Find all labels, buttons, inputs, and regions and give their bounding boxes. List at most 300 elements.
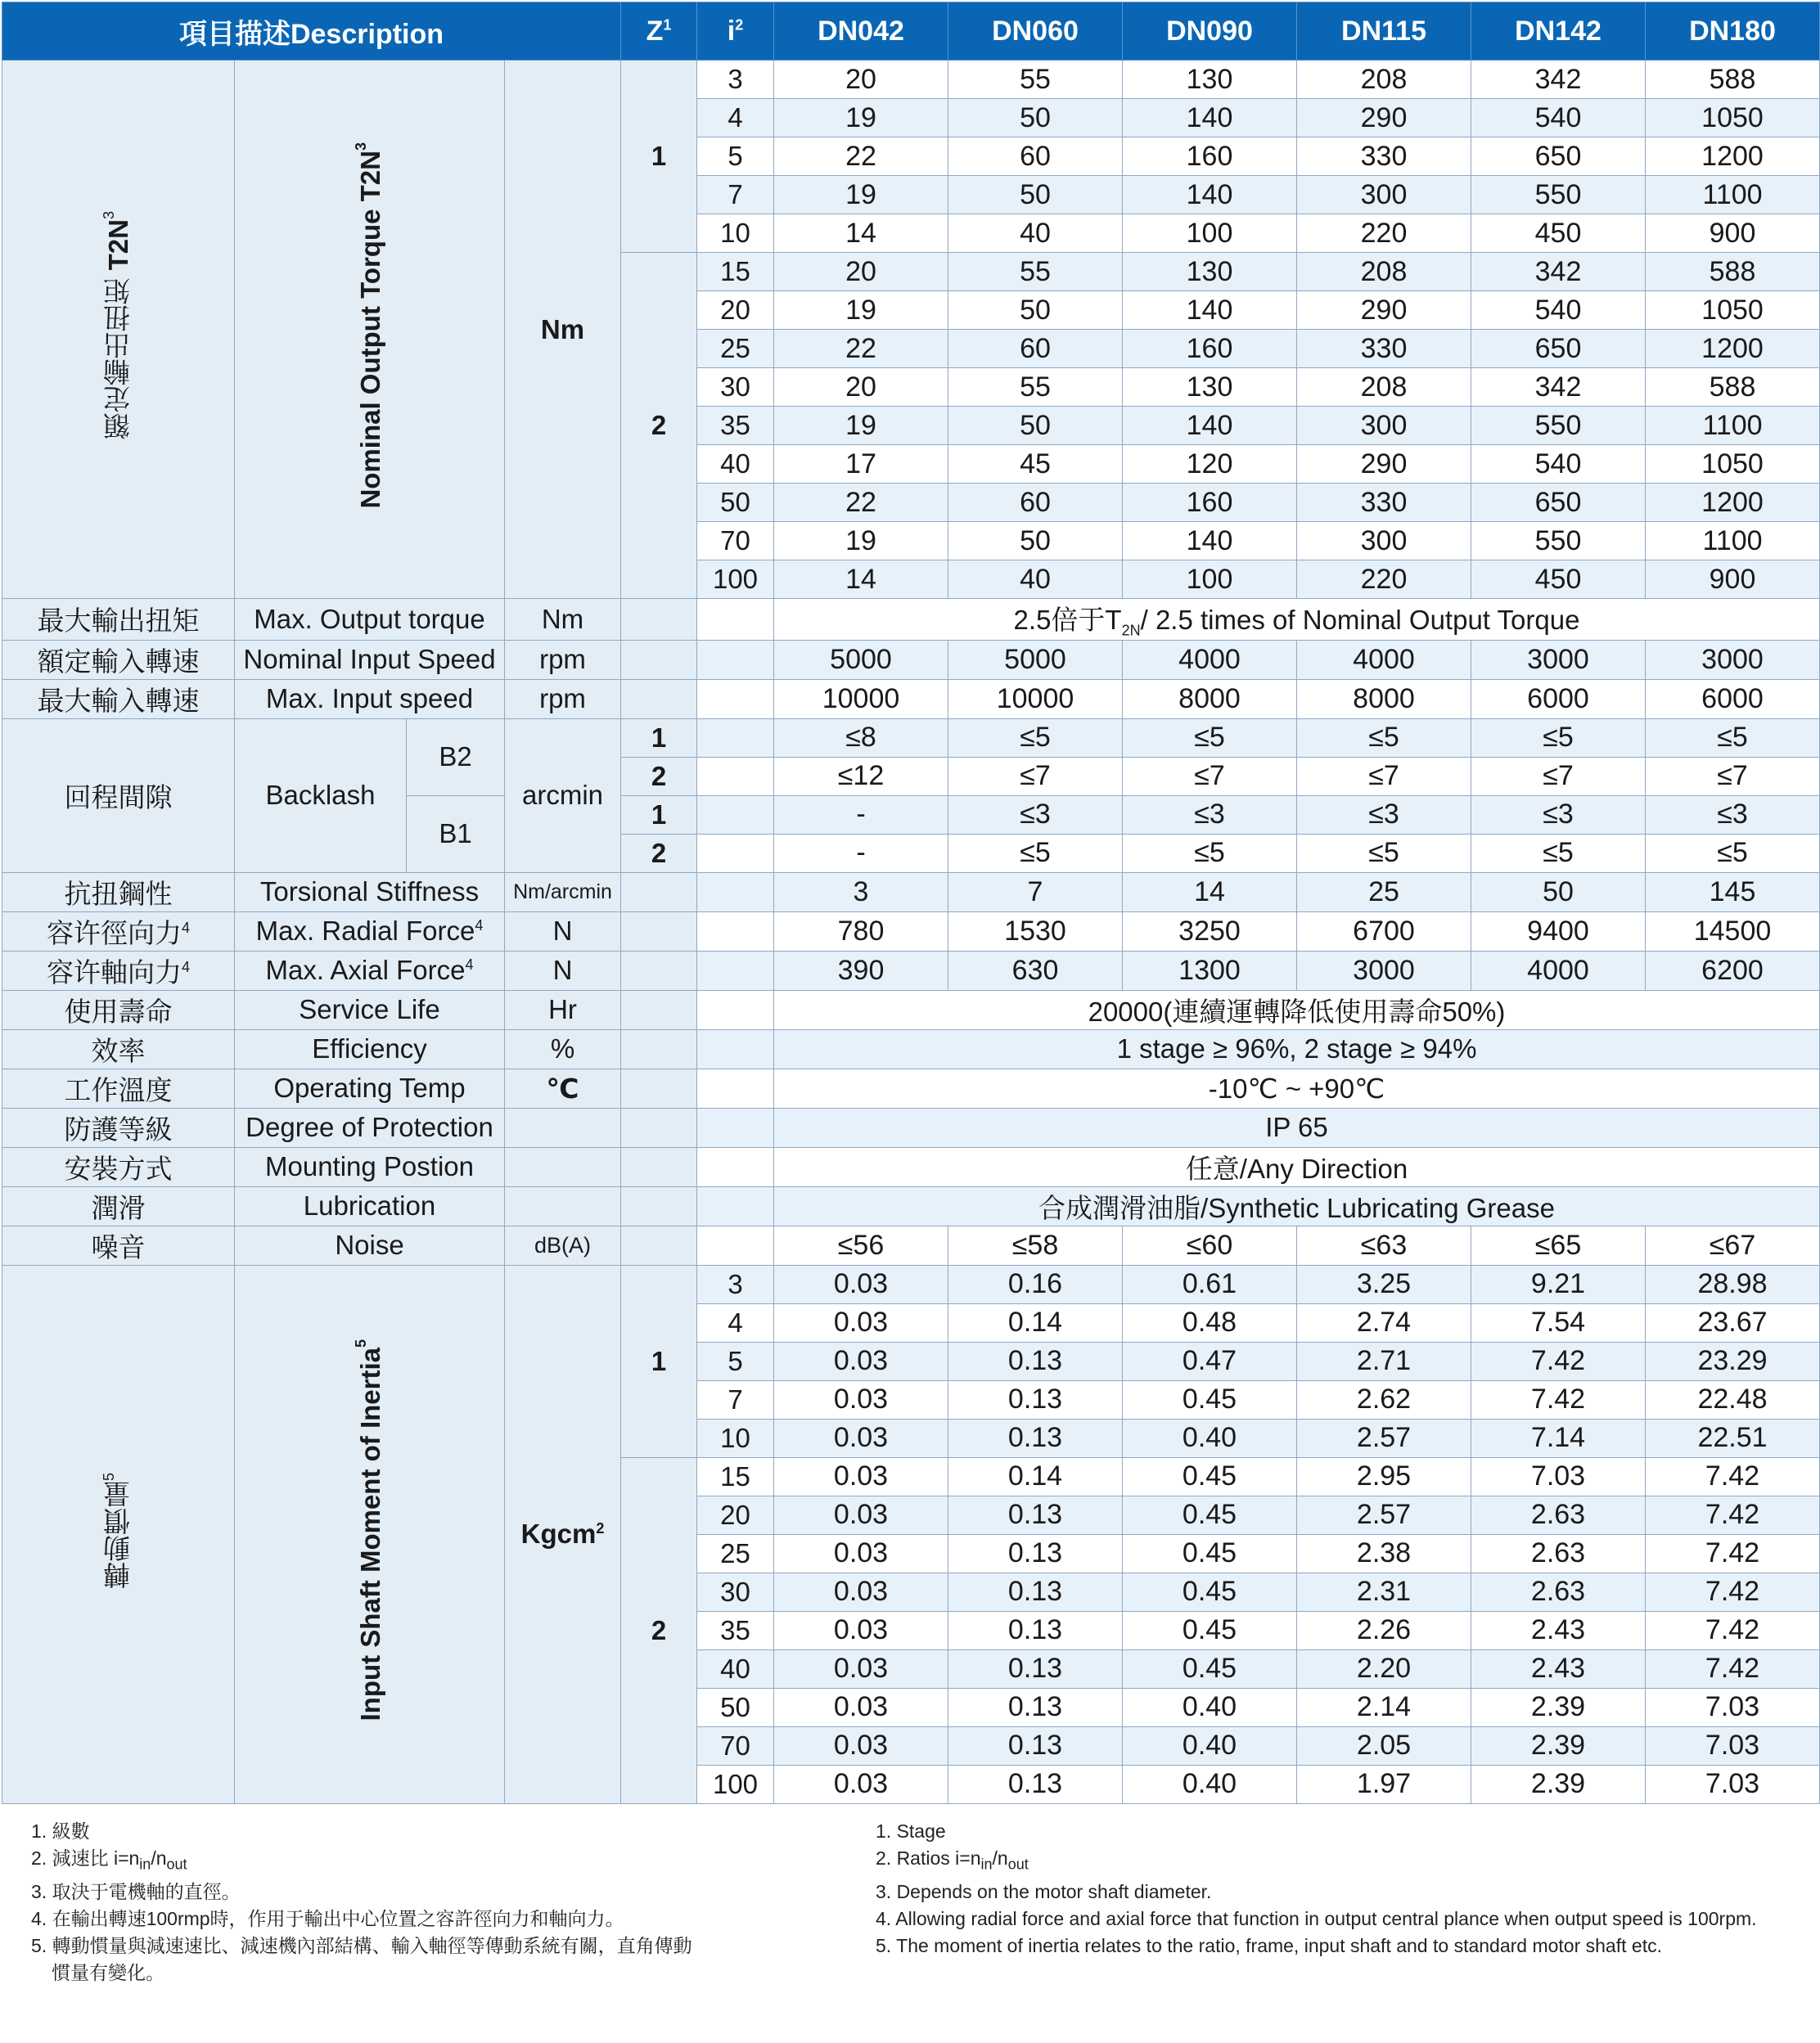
unit-cell: Nm (505, 599, 621, 641)
empty-cell (697, 1147, 774, 1186)
value-cell: 2.62 (1297, 1380, 1471, 1419)
ratio-cell: 10 (697, 1419, 774, 1457)
value-cell: 145 (1646, 872, 1820, 911)
stage-cell: 2 (621, 1457, 697, 1803)
value-cell: 0.14 (948, 1457, 1123, 1496)
value-cell: - (774, 834, 948, 872)
value-cell: 2.43 (1471, 1611, 1646, 1649)
table-row (2, 911, 1820, 951)
footnotes-english (876, 1818, 1817, 1960)
ratio-cell: 20 (697, 291, 774, 330)
value-cell: 6700 (1297, 911, 1471, 951)
row-label-zh: 最大輸入轉速 (2, 679, 235, 718)
value-cell: 7.42 (1646, 1573, 1820, 1611)
empty-cell (621, 1029, 697, 1069)
ratio-cell: 50 (697, 1688, 774, 1726)
value-cell: 342 (1471, 253, 1646, 291)
spanned-value: 合成潤滑油脂/Synthetic Lubricating Grease (774, 1186, 1820, 1226)
footnote-ref: 5 (101, 1472, 117, 1481)
value-cell: 8000 (1297, 679, 1471, 718)
empty-cell (697, 1029, 774, 1069)
value-cell: 1530 (948, 911, 1123, 951)
value-cell: 342 (1471, 61, 1646, 99)
value-cell: 3 (774, 872, 948, 911)
value-cell: ≤7 (1123, 757, 1297, 795)
value-cell: 7.42 (1471, 1342, 1646, 1380)
footnote-sub: in (980, 1856, 993, 1873)
value-cell: 10000 (948, 679, 1123, 718)
ratio-cell: 5 (697, 137, 774, 176)
unit-cell: % (505, 1029, 621, 1069)
footnote (31, 1906, 751, 1933)
value-cell: 0.45 (1123, 1611, 1297, 1649)
value-cell: 0.03 (774, 1534, 948, 1573)
value-cell: 0.03 (774, 1496, 948, 1534)
value-cell: 130 (1123, 253, 1297, 291)
value-cell: 0.03 (774, 1457, 948, 1496)
empty-cell (621, 1226, 697, 1265)
row-label-en: Mounting Postion (235, 1147, 505, 1186)
ratio-cell: 40 (697, 445, 774, 484)
value-cell: ≤7 (1471, 757, 1646, 795)
spanned-value (774, 599, 1820, 641)
empty-cell (697, 599, 774, 641)
value-cell: 300 (1297, 176, 1471, 214)
footnote (876, 1933, 1817, 1960)
value-cell: 140 (1123, 99, 1297, 137)
torque-label-zh (2, 61, 235, 599)
value-cell: 22.48 (1646, 1380, 1820, 1419)
row-label-zh: 噪音 (2, 1226, 235, 1265)
value-cell: ≤8 (774, 718, 948, 757)
value-cell: 7.03 (1646, 1765, 1820, 1803)
table-row (2, 1265, 1820, 1303)
value-cell: 0.13 (948, 1496, 1123, 1534)
value-cell: 0.03 (774, 1342, 948, 1380)
ratio-cell: 4 (697, 1303, 774, 1342)
value-cell: ≤5 (1123, 834, 1297, 872)
value-cell: 0.13 (948, 1688, 1123, 1726)
ratio-cell: 100 (697, 560, 774, 599)
value-cell: 60 (948, 484, 1123, 522)
value-cell: ≤5 (1471, 718, 1646, 757)
value-text: / 2.5 times of Nominal Output Torque (1140, 605, 1580, 635)
unit-cell (505, 1186, 621, 1226)
value-cell: 14 (1123, 872, 1297, 911)
value-cell: 1050 (1646, 445, 1820, 484)
value-cell: 0.45 (1123, 1457, 1297, 1496)
footnote-continuation: 慣量有變化。 (52, 1961, 164, 1983)
value-cell: 1200 (1646, 484, 1820, 522)
value-cell: 7.42 (1646, 1534, 1820, 1573)
value-cell: 300 (1297, 407, 1471, 445)
footnote (876, 1818, 1817, 1845)
spec-body (2, 61, 1820, 1804)
value-cell: 40 (948, 214, 1123, 253)
value-cell: 7.03 (1471, 1457, 1646, 1496)
value-cell: 450 (1471, 214, 1646, 253)
label-text: Max. Axial Force (265, 955, 466, 986)
value-cell: 19 (774, 291, 948, 330)
empty-cell (697, 640, 774, 679)
ratio-cell: 50 (697, 484, 774, 522)
row-label-en (235, 872, 505, 911)
value-cell: 22.51 (1646, 1419, 1820, 1457)
empty-cell (621, 599, 697, 641)
value-cell: 7.42 (1646, 1496, 1820, 1534)
value-cell: 0.13 (948, 1419, 1123, 1457)
value-cell: 0.03 (774, 1611, 948, 1649)
value-cell: 2.26 (1297, 1611, 1471, 1649)
value-cell: 3250 (1123, 911, 1297, 951)
value-cell: ≤58 (948, 1226, 1123, 1265)
footnote-text: 4. Allowing radial force and axial force that function in output central plance when output speed is 100rpm. (876, 1907, 1757, 1929)
table-row (2, 1186, 1820, 1226)
footnote-text: 2. 減速比 i=n (31, 1847, 140, 1869)
value-cell: ≤5 (1123, 718, 1297, 757)
footnote (876, 1845, 1817, 1879)
value-cell: 50 (1471, 872, 1646, 911)
backlash-class: B2 (407, 718, 505, 795)
value-cell: ≤3 (1471, 795, 1646, 834)
value-cell: 2.57 (1297, 1496, 1471, 1534)
value-cell: 3.25 (1297, 1265, 1471, 1303)
value-cell: 0.45 (1123, 1380, 1297, 1419)
value-cell: 208 (1297, 61, 1471, 99)
row-label-zh: 額定輸入轉速 (2, 640, 235, 679)
value-cell: 0.03 (774, 1726, 948, 1765)
spanned-value: 1 stage ≥ 96%, 2 stage ≥ 94% (774, 1029, 1820, 1069)
value-cell: 330 (1297, 484, 1471, 522)
row-label-en: Backlash (235, 718, 407, 872)
value-sub: 2N (1121, 622, 1141, 639)
value-cell: 0.45 (1123, 1649, 1297, 1688)
value-cell: 0.13 (948, 1611, 1123, 1649)
value-cell: 8000 (1123, 679, 1297, 718)
value-cell: 0.13 (948, 1649, 1123, 1688)
value-cell: 25 (1297, 872, 1471, 911)
header-model: DN180 (1646, 2, 1820, 61)
spanned-value: 任意/Any Direction (774, 1147, 1820, 1186)
footnote-ref: 4 (181, 919, 190, 936)
value-cell: 4000 (1297, 640, 1471, 679)
value-cell: 0.03 (774, 1265, 948, 1303)
value-cell: 300 (1297, 522, 1471, 560)
unit-cell: rpm (505, 640, 621, 679)
row-label-en (235, 951, 505, 990)
ratio-cell: 35 (697, 1611, 774, 1649)
value-cell: 60 (948, 137, 1123, 176)
unit-cell: dB(A) (505, 1226, 621, 1265)
row-label-zh: 工作溫度 (2, 1069, 235, 1108)
spanned-value: 20000(連續運轉降低使用壽命50%) (774, 990, 1820, 1029)
value-cell: 50 (948, 407, 1123, 445)
value-cell: 2.39 (1471, 1726, 1646, 1765)
value-cell: 220 (1297, 214, 1471, 253)
value-cell: 0.40 (1123, 1726, 1297, 1765)
value-cell: 2.31 (1297, 1573, 1471, 1611)
value-cell: 6200 (1646, 951, 1820, 990)
value-cell: 2.63 (1471, 1573, 1646, 1611)
value-cell: 0.40 (1123, 1765, 1297, 1803)
value-cell: 20 (774, 253, 948, 291)
ratio-cell: 30 (697, 1573, 774, 1611)
spec-table (2, 2, 1820, 1804)
value-cell: 1050 (1646, 99, 1820, 137)
value-cell: 4000 (1471, 951, 1646, 990)
value-cell: 0.40 (1123, 1688, 1297, 1726)
value-cell: 0.03 (774, 1380, 948, 1419)
footnote-text: /n (992, 1847, 1008, 1869)
value-cell: 1200 (1646, 330, 1820, 368)
label-text: Input Shaft Moment of Inertia (355, 1348, 385, 1721)
value-cell: 290 (1297, 291, 1471, 330)
value-cell: ≤3 (1646, 795, 1820, 834)
value-cell: 2.74 (1297, 1303, 1471, 1342)
value-cell: 14 (774, 560, 948, 599)
empty-cell (697, 834, 774, 872)
value-cell: 0.13 (948, 1765, 1123, 1803)
footnote-ref: 4 (475, 917, 484, 934)
value-cell: 540 (1471, 445, 1646, 484)
value-cell: 2.71 (1297, 1342, 1471, 1380)
ratio-cell: 15 (697, 253, 774, 291)
value-cell: ≤3 (1123, 795, 1297, 834)
empty-cell (621, 990, 697, 1029)
value-cell: 550 (1471, 176, 1646, 214)
value-cell: 7.42 (1646, 1457, 1820, 1496)
empty-cell (697, 1069, 774, 1108)
label-text: 額定輸出扭矩 (103, 270, 133, 440)
row-label-en: Lubrication (235, 1186, 505, 1226)
empty-cell (697, 1226, 774, 1265)
value-cell: 2.43 (1471, 1649, 1646, 1688)
value-cell: 17 (774, 445, 948, 484)
stage-cell: 2 (621, 834, 697, 872)
footnote-ref: 3 (353, 142, 369, 151)
value-cell: 7.42 (1646, 1611, 1820, 1649)
table-row (2, 1029, 1820, 1069)
unit-cell (505, 1108, 621, 1147)
value-cell: 20 (774, 368, 948, 407)
value-cell: 650 (1471, 137, 1646, 176)
footnote (31, 1933, 751, 1960)
value-cell: 0.13 (948, 1534, 1123, 1573)
value-cell: 588 (1646, 61, 1820, 99)
value-cell: 1100 (1646, 407, 1820, 445)
empty-cell (697, 795, 774, 834)
row-label-zh: 使用壽命 (2, 990, 235, 1029)
footnote-ref: 3 (101, 211, 117, 220)
header-model: DN060 (948, 2, 1123, 61)
empty-cell (621, 679, 697, 718)
value-cell: 23.29 (1646, 1342, 1820, 1380)
footnote-text: 1. 級數 (31, 1820, 90, 1842)
unit-cell (505, 1147, 621, 1186)
value-cell: ≤56 (774, 1226, 948, 1265)
value-cell: 160 (1123, 137, 1297, 176)
value-cell: 0.03 (774, 1419, 948, 1457)
value-cell: 100 (1123, 214, 1297, 253)
value-cell: 160 (1123, 330, 1297, 368)
table-row (2, 679, 1820, 718)
footnote-text: /n (151, 1847, 167, 1869)
value-cell: 20 (774, 61, 948, 99)
empty-cell (697, 1108, 774, 1147)
label-text: 轉動慣量 (103, 1480, 133, 1589)
value-cell: 0.45 (1123, 1573, 1297, 1611)
value-cell: 130 (1123, 61, 1297, 99)
table-row (2, 718, 1820, 757)
value-cell: 630 (948, 951, 1123, 990)
value-cell: 588 (1646, 368, 1820, 407)
footnotes-chinese (31, 1818, 751, 1987)
value-cell: ≤5 (1471, 834, 1646, 872)
value-cell: 19 (774, 522, 948, 560)
ratio-cell: 30 (697, 368, 774, 407)
footnote-ref: 5 (353, 1339, 369, 1348)
label-text: 容许軸向力 (46, 956, 182, 988)
ratio-cell: 7 (697, 1380, 774, 1419)
table-row (2, 599, 1820, 641)
value-cell: 7.03 (1646, 1726, 1820, 1765)
value-cell: 19 (774, 99, 948, 137)
footnote-sub: out (1007, 1856, 1029, 1873)
torque-label-en (235, 61, 505, 599)
value-cell: 50 (948, 176, 1123, 214)
empty-cell (697, 679, 774, 718)
value-cell: 1200 (1646, 137, 1820, 176)
row-label-zh: 最大輸出扭矩 (2, 599, 235, 641)
value-cell: 2.39 (1471, 1765, 1646, 1803)
footnote (31, 1879, 751, 1906)
label-text: Max. Radial Force (255, 916, 475, 947)
value-cell: 5000 (948, 640, 1123, 679)
value-cell: ≤7 (948, 757, 1123, 795)
empty-cell (697, 872, 774, 911)
value-cell: 0.45 (1123, 1534, 1297, 1573)
value-cell: 0.14 (948, 1303, 1123, 1342)
table-row (2, 640, 1820, 679)
footnote-text: 5. 轉動慣量與減速速比、減速機內部結構、輸入軸徑等傳動系統有關，直角傳動 (31, 1934, 692, 1956)
footnote-text: 3. 取決于電機軸的直徑。 (31, 1880, 241, 1902)
row-label-zh (2, 911, 235, 951)
value-cell: 9400 (1471, 911, 1646, 951)
empty-cell (697, 951, 774, 990)
row-label-en (235, 911, 505, 951)
value-cell: 0.03 (774, 1688, 948, 1726)
value-cell: ≤67 (1646, 1226, 1820, 1265)
value-cell: 3000 (1471, 640, 1646, 679)
unit-cell: N (505, 911, 621, 951)
footnote (31, 1845, 751, 1879)
value-cell: 55 (948, 253, 1123, 291)
value-cell: 6000 (1471, 679, 1646, 718)
row-label-zh: 回程間隙 (2, 718, 235, 872)
empty-cell (621, 1186, 697, 1226)
table-row (2, 1226, 1820, 1265)
value-cell: 10000 (774, 679, 948, 718)
value-cell: 6000 (1646, 679, 1820, 718)
value-cell: ≤5 (1646, 834, 1820, 872)
unit-cell: ℃ (505, 1069, 621, 1108)
value-cell: 390 (774, 951, 948, 990)
unit-cell: Hr (505, 990, 621, 1029)
value-cell: 55 (948, 61, 1123, 99)
value-cell: - (774, 795, 948, 834)
value-cell: 3000 (1646, 640, 1820, 679)
row-label-en: Nominal Input Speed (235, 640, 505, 679)
value-cell: 130 (1123, 368, 1297, 407)
value-cell: 7.42 (1646, 1649, 1820, 1688)
value-cell: 2.14 (1297, 1688, 1471, 1726)
value-cell: 50 (948, 522, 1123, 560)
footnote-ref: 4 (465, 956, 474, 974)
empty-cell (621, 1147, 697, 1186)
ratio-cell: 5 (697, 1342, 774, 1380)
value-cell: 55 (948, 368, 1123, 407)
header-i: $i^2$ (697, 2, 774, 61)
value-cell: 0.13 (948, 1342, 1123, 1380)
unit-cell: Nm/arcmin (505, 872, 621, 911)
ratio-cell: 15 (697, 1457, 774, 1496)
backlash-class: B1 (407, 795, 505, 872)
value-cell: 550 (1471, 522, 1646, 560)
label-text: Torsional Stiffness (259, 876, 480, 907)
value-cell: ≤5 (1297, 718, 1471, 757)
row-label-en: Max. Input speed (235, 679, 505, 718)
value-cell: 342 (1471, 368, 1646, 407)
value-cell: 4000 (1123, 640, 1297, 679)
value-cell: 550 (1471, 407, 1646, 445)
header-model: DN115 (1297, 2, 1471, 61)
value-cell: 28.98 (1646, 1265, 1820, 1303)
row-label-en: Max. Output torque (235, 599, 505, 641)
value-cell: 19 (774, 407, 948, 445)
header-z: $Z^1$ (621, 2, 697, 61)
value-cell: 900 (1646, 560, 1820, 599)
value-cell: ≤65 (1471, 1226, 1646, 1265)
row-label-zh: 效率 (2, 1029, 235, 1069)
table-row (2, 872, 1820, 911)
ratio-cell: 35 (697, 407, 774, 445)
value-cell: 1300 (1123, 951, 1297, 990)
value-cell: ≤12 (774, 757, 948, 795)
value-cell: 22 (774, 484, 948, 522)
unit-cell: N (505, 951, 621, 990)
value-cell: 220 (1297, 560, 1471, 599)
ratio-cell: 70 (697, 522, 774, 560)
value-cell: 2.05 (1297, 1726, 1471, 1765)
value-cell: 1100 (1646, 176, 1820, 214)
value-cell: 0.03 (774, 1573, 948, 1611)
value-cell: 7.42 (1471, 1380, 1646, 1419)
row-label-en: Service Life (235, 990, 505, 1029)
value-cell: 40 (948, 560, 1123, 599)
value-cell: 0.13 (948, 1573, 1123, 1611)
spanned-value: -10℃ ~ +90℃ (774, 1069, 1820, 1108)
ratio-cell: 7 (697, 176, 774, 214)
value-cell: 0.47 (1123, 1342, 1297, 1380)
value-cell: 23.67 (1646, 1303, 1820, 1342)
table-row (2, 1108, 1820, 1147)
footnote-text: 2. Ratios i=n (876, 1847, 981, 1869)
value-cell: 0.03 (774, 1649, 948, 1688)
value-cell: 140 (1123, 407, 1297, 445)
value-cell: 7.54 (1471, 1303, 1646, 1342)
unit-sup: 2 (596, 1520, 605, 1537)
row-label-en: Degree of Protection (235, 1108, 505, 1147)
